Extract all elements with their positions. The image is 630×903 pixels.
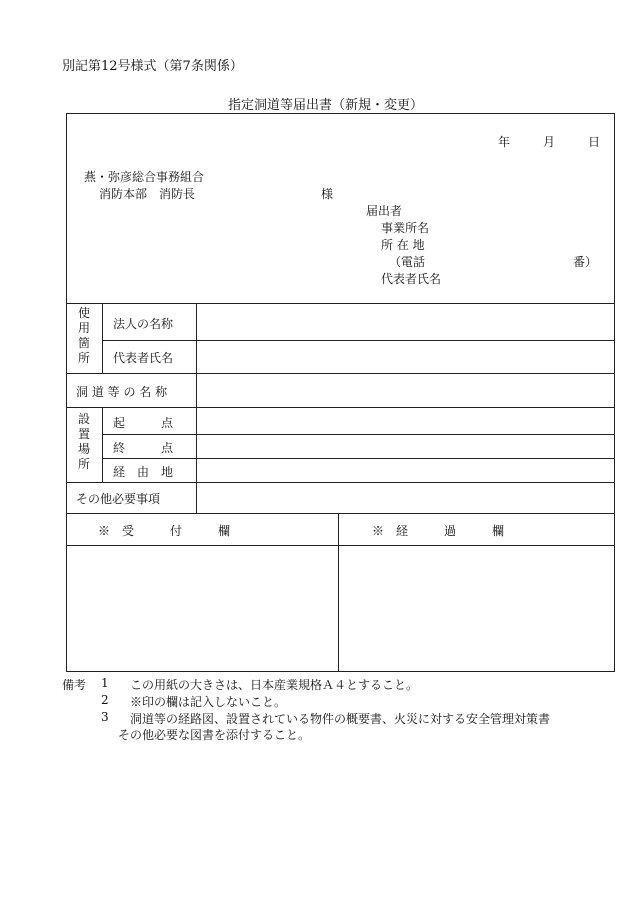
addressee-honorific: 様 xyxy=(321,187,334,201)
note-1-text: この用紙の大きさは、日本産業規格Ａ４とすること。 xyxy=(130,678,419,692)
applicant-phone-open: （電話 xyxy=(389,255,426,269)
col-line-install-group xyxy=(102,407,103,483)
progress-column-label: ※ 経 過 欄 xyxy=(372,524,505,538)
applicant-office-name: 事業所名 xyxy=(381,221,430,235)
applicant-heading: 届出者 xyxy=(366,204,403,218)
corporation-name-label: 法人の名称 xyxy=(113,317,174,331)
row-line-reception-top xyxy=(66,513,615,514)
row-line-install-2 xyxy=(102,458,615,459)
via-point-label: 経 由 地 xyxy=(113,465,174,479)
other-matters-label: その他必要事項 xyxy=(76,492,161,506)
applicant-phone-close: 番） xyxy=(573,255,598,269)
addressee-line1: 燕・弥彦総合事務組合 xyxy=(84,170,205,184)
note-3-text: 洞道等の経路図、設置されている物件の概要書、火災に対する安全管理対策書 xyxy=(130,712,551,726)
row-line-install-1 xyxy=(102,434,615,435)
note-2-number: 2 xyxy=(101,693,109,707)
frame-left xyxy=(66,113,67,672)
frame-bottom xyxy=(66,671,615,672)
applicant-representative: 代表者氏名 xyxy=(381,272,442,286)
applicant-address: 所 在 地 xyxy=(381,238,425,252)
note-2-text: ※印の欄は記入しないこと。 xyxy=(130,695,287,709)
row-line-tunnel-top xyxy=(66,373,615,374)
note-1-number: 1 xyxy=(101,676,109,690)
row-line-reception-bottom xyxy=(66,545,615,546)
col-line-reception-split xyxy=(338,513,339,672)
reception-column-label: ※ 受 付 欄 xyxy=(98,524,231,538)
row-line-other-top xyxy=(66,482,615,483)
row-line-install-top xyxy=(66,407,615,408)
col-line-label xyxy=(196,303,197,514)
start-point-label: 起 点 xyxy=(113,416,174,430)
row-line-usage-mid xyxy=(102,340,615,341)
form-number: 別記第12号様式（第7条関係） xyxy=(62,59,243,74)
date-day: 日 xyxy=(588,135,601,149)
frame-right xyxy=(614,113,615,672)
representative-name-label: 代表者氏名 xyxy=(113,351,174,365)
end-point-label: 終 点 xyxy=(113,441,174,455)
date-year: 年 xyxy=(498,135,511,149)
installation-site-label: 設 置 場 所 xyxy=(77,412,90,471)
date-month: 月 xyxy=(543,135,556,149)
form-title: 指定洞道等届出書（新規・変更） xyxy=(228,98,424,113)
col-line-usage-group xyxy=(102,303,103,374)
addressee-line2: 消防本部 消防長 xyxy=(99,187,196,201)
row-line-usage-top xyxy=(66,303,615,304)
tunnel-name-label: 洞 道 等 の 名 称 xyxy=(76,385,168,399)
notes-heading: 備考 xyxy=(62,678,87,692)
note-3-number: 3 xyxy=(101,710,109,724)
usage-site-label: 使 用 箇 所 xyxy=(77,306,90,365)
frame-top xyxy=(66,113,615,114)
note-3-continuation: その他必要な図書を添付すること。 xyxy=(118,728,311,742)
